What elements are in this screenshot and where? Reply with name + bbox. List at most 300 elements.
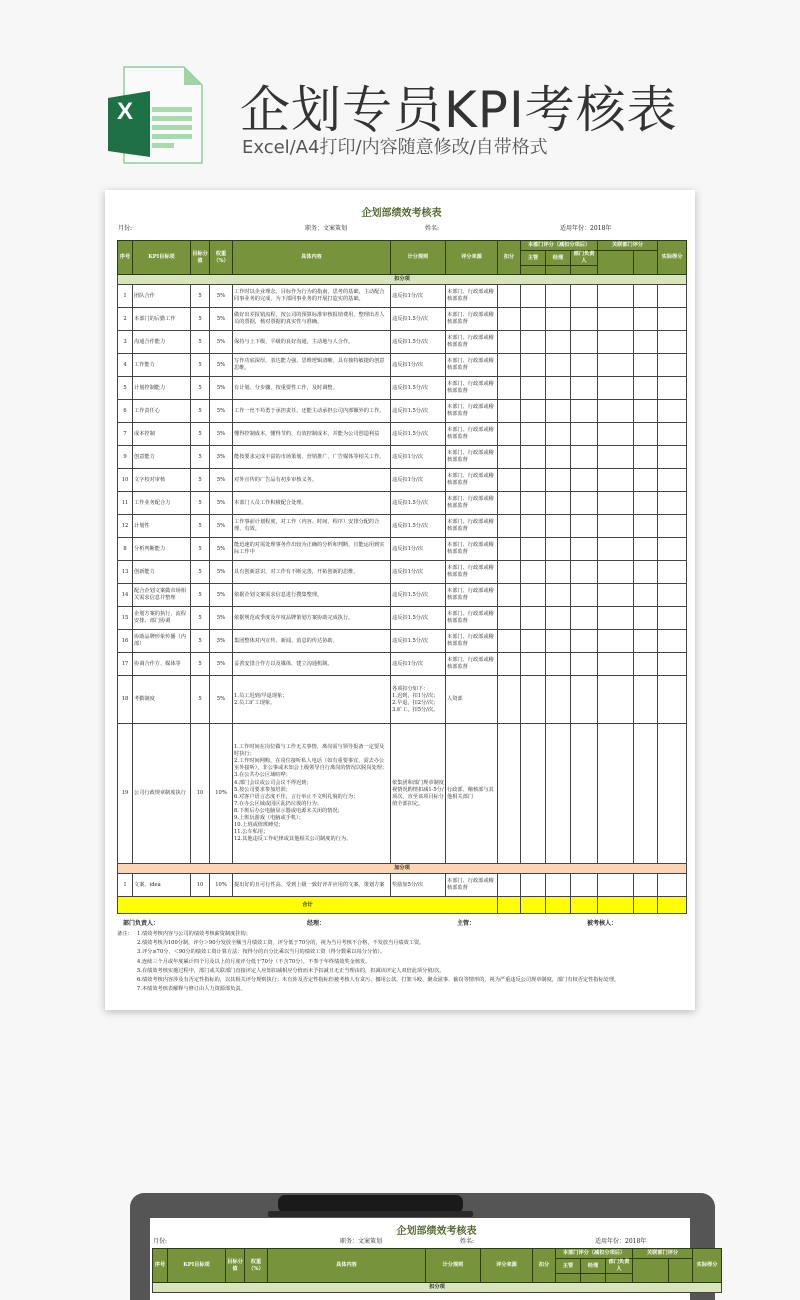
- score-input-cell[interactable]: [498, 377, 521, 400]
- score-input-cell[interactable]: [571, 561, 598, 584]
- clipboard-clamp-icon: [268, 1195, 473, 1217]
- score-input-cell[interactable]: [658, 676, 687, 724]
- cell-kpi: 沟通合作能力: [133, 331, 191, 354]
- table-row: [118, 423, 687, 446]
- score-input-cell[interactable]: [658, 377, 687, 400]
- score-input-cell[interactable]: [546, 538, 571, 561]
- note-item: 3.评分≥70分、＜90分的绩效工资计算方法：按得分的百分比乘以当月的绩效工资（得分数乘以每分分值）。: [137, 949, 386, 956]
- cell-no: 18: [118, 676, 133, 724]
- score-input-cell[interactable]: [546, 724, 571, 864]
- score-input-cell[interactable]: [571, 607, 598, 630]
- cell-weight: 5%: [210, 607, 233, 630]
- score-input-cell[interactable]: [498, 584, 521, 607]
- total-score-cell[interactable]: [521, 897, 546, 914]
- cell-kpi: 本部门的后勤工作: [133, 308, 191, 331]
- table-row: [118, 630, 687, 653]
- cell-weight: 5%: [210, 377, 233, 400]
- score-input-cell[interactable]: [598, 724, 634, 864]
- deduct-section-row: [118, 275, 687, 285]
- cell-weight: 5%: [210, 515, 233, 538]
- column-header-dept_head: 部门负责人: [571, 251, 598, 266]
- cell-target: 5: [191, 423, 210, 446]
- score-input-cell[interactable]: [598, 331, 634, 354]
- year-label: 适用年份：2018年: [560, 225, 612, 232]
- score-input-cell[interactable]: [521, 400, 546, 423]
- score-input-cell[interactable]: [498, 469, 521, 492]
- cell-rule: 违反扣1分/次: [391, 561, 446, 584]
- notes-list: [137, 930, 619, 994]
- score-input-cell[interactable]: [546, 354, 571, 377]
- cell-source: 本部门、行政部或稽核部监督: [446, 400, 498, 423]
- score-input-cell[interactable]: [571, 423, 598, 446]
- score-input-cell[interactable]: [571, 469, 598, 492]
- cell-target: 5: [191, 492, 210, 515]
- cell-source: 本部门、行政部或稽核部监督: [446, 561, 498, 584]
- score-input-cell[interactable]: [498, 538, 521, 561]
- total-score-cell[interactable]: [571, 897, 598, 914]
- note-item: 7.本绩效考核表解释与修订由人力资源部负责。: [137, 986, 246, 993]
- score-input-cell[interactable]: [546, 653, 571, 676]
- score-input-cell[interactable]: [546, 874, 571, 897]
- cell-no: 7: [118, 423, 133, 446]
- score-input-cell[interactable]: [546, 446, 571, 469]
- table-row: [118, 561, 687, 584]
- score-input-cell[interactable]: [598, 423, 634, 446]
- cell-source: 本部门、行政部或稽核部监督: [446, 469, 498, 492]
- score-input-cell[interactable]: [546, 584, 571, 607]
- score-input-cell[interactable]: [658, 423, 687, 446]
- cell-content: 提出好的且可行性高、受到上级一致好评并应用的文案、策划方案: [233, 874, 391, 897]
- score-input-cell[interactable]: [571, 331, 598, 354]
- column-header-target: 目标分值: [191, 241, 210, 275]
- cell-content: 1.员工迟到/早退现象； 2.员工旷工现象。: [233, 676, 391, 724]
- score-input-cell[interactable]: [598, 561, 634, 584]
- score-input-cell[interactable]: [521, 446, 546, 469]
- cell-source: 本部门、行政部或稽核部监督: [446, 538, 498, 561]
- cell-kpi: 企划方案的执行，流程安排、部门协调: [133, 607, 191, 630]
- cell-rule: 违反扣1.5分/次: [391, 308, 446, 331]
- score-input-cell[interactable]: [498, 354, 521, 377]
- column-header-kpi: KPI目标项: [168, 1249, 226, 1283]
- score-input-cell[interactable]: [634, 308, 658, 331]
- score-input-cell[interactable]: [658, 492, 687, 515]
- column-header-actual: 实际得分: [693, 1249, 722, 1283]
- score-input-cell[interactable]: [571, 354, 598, 377]
- cell-weight: 5%: [210, 285, 233, 308]
- kpi-table: [152, 1248, 722, 1293]
- name-label: 姓名:: [425, 225, 440, 232]
- table-row: [118, 377, 687, 400]
- table-row: [118, 492, 687, 515]
- score-input-cell[interactable]: [658, 331, 687, 354]
- score-input-cell[interactable]: [658, 469, 687, 492]
- table-row: [118, 354, 687, 377]
- score-input-cell[interactable]: [598, 515, 634, 538]
- signature-label: 经理：: [307, 920, 326, 927]
- score-input-cell[interactable]: [658, 285, 687, 308]
- bonus-section-row: [118, 864, 687, 874]
- column-header-supervisor: 主管: [521, 251, 546, 266]
- bonus-section-label: 加分项: [118, 864, 687, 874]
- deduct-section-row: [153, 1283, 722, 1293]
- score-input-cell[interactable]: [498, 492, 521, 515]
- score-input-cell[interactable]: [498, 515, 521, 538]
- cell-source: 本部门、行政部或稽核部监督: [446, 492, 498, 515]
- header-blank-cell: [581, 1274, 606, 1283]
- score-input-cell[interactable]: [634, 400, 658, 423]
- score-input-cell[interactable]: [658, 874, 687, 897]
- deduct-section-label: 扣分项: [153, 1283, 722, 1293]
- logo-letter: X: [117, 98, 134, 125]
- cell-kpi: 创新能力: [133, 561, 191, 584]
- table-row: [118, 584, 687, 607]
- deduct-section-label: 扣分项: [118, 275, 687, 285]
- score-input-cell[interactable]: [521, 492, 546, 515]
- score-input-cell[interactable]: [634, 377, 658, 400]
- score-input-cell[interactable]: [571, 285, 598, 308]
- score-input-cell[interactable]: [546, 331, 571, 354]
- table-row: [118, 400, 687, 423]
- column-header-no: 序号: [153, 1249, 168, 1283]
- score-input-cell[interactable]: [634, 653, 658, 676]
- score-input-cell[interactable]: [571, 874, 598, 897]
- column-header-actual: 实际得分: [658, 241, 687, 275]
- total-score-cell[interactable]: [598, 897, 634, 914]
- score-input-cell[interactable]: [598, 676, 634, 724]
- score-input-cell[interactable]: [498, 874, 521, 897]
- score-input-cell[interactable]: [521, 874, 546, 897]
- cell-source: 本部门、行政部或稽核部监督: [446, 423, 498, 446]
- cell-no: 12: [118, 515, 133, 538]
- column-header-related-1: [598, 251, 634, 275]
- score-input-cell[interactable]: [634, 515, 658, 538]
- table-row: [118, 607, 687, 630]
- total-score-cell[interactable]: [634, 897, 658, 914]
- table-header-row: [153, 1249, 722, 1259]
- score-input-cell[interactable]: [546, 607, 571, 630]
- score-input-cell[interactable]: [498, 607, 521, 630]
- cell-kpi: 文字校对审核: [133, 469, 191, 492]
- note-item: 5.在绩效考核实施过程中，部门或关联部门直接评定人应知扣减相应分值而未予扣减且无正当理由的，扣减该评定人双倍此项分值/次。: [137, 967, 445, 974]
- score-input-cell[interactable]: [571, 653, 598, 676]
- total-score-cell[interactable]: [658, 897, 687, 914]
- cell-source: 本部门、行政部或稽核部监督: [446, 874, 498, 897]
- score-input-cell[interactable]: [546, 561, 571, 584]
- score-input-cell[interactable]: [546, 630, 571, 653]
- score-input-cell[interactable]: [658, 653, 687, 676]
- score-input-cell[interactable]: [521, 607, 546, 630]
- score-input-cell[interactable]: [634, 724, 658, 864]
- cell-content: 保持与上下级、平级的良好沟通，主动地与人合作。: [233, 331, 391, 354]
- score-input-cell[interactable]: [521, 561, 546, 584]
- cell-source: 本部门、行政部或稽核部监督: [446, 584, 498, 607]
- score-input-cell[interactable]: [571, 377, 598, 400]
- column-header-manager: 经理: [581, 1259, 606, 1274]
- cell-kpi: 成本控制: [133, 423, 191, 446]
- column-header-content: 具体内容: [268, 1249, 426, 1283]
- score-input-cell[interactable]: [634, 354, 658, 377]
- score-input-cell[interactable]: [571, 630, 598, 653]
- score-input-cell[interactable]: [571, 492, 598, 515]
- cell-source: 本部门、行政部或稽核部监督: [446, 354, 498, 377]
- cell-target: 5: [191, 377, 210, 400]
- score-input-cell[interactable]: [521, 584, 546, 607]
- cell-rule: 违反扣1.5分/次: [391, 492, 446, 515]
- signature-label: 部门负责人：: [123, 920, 160, 927]
- score-input-cell[interactable]: [546, 469, 571, 492]
- score-input-cell[interactable]: [598, 538, 634, 561]
- score-input-cell[interactable]: [658, 308, 687, 331]
- cell-source: 人资部: [446, 676, 498, 724]
- score-input-cell[interactable]: [521, 724, 546, 864]
- score-input-cell[interactable]: [598, 607, 634, 630]
- cell-weight: 5%: [210, 630, 233, 653]
- table-row: [118, 446, 687, 469]
- total-row: [118, 897, 687, 914]
- score-input-cell[interactable]: [658, 561, 687, 584]
- score-input-cell[interactable]: [546, 492, 571, 515]
- column-header-no: 序号: [118, 241, 133, 275]
- score-input-cell[interactable]: [658, 724, 687, 864]
- cell-rule: 违反扣1.5分/次: [391, 331, 446, 354]
- score-input-cell[interactable]: [571, 446, 598, 469]
- score-input-cell[interactable]: [634, 285, 658, 308]
- score-input-cell[interactable]: [598, 354, 634, 377]
- column-header-weight: 权重（%）: [210, 241, 233, 275]
- score-input-cell[interactable]: [658, 515, 687, 538]
- score-input-cell[interactable]: [634, 561, 658, 584]
- score-input-cell[interactable]: [546, 423, 571, 446]
- score-input-cell[interactable]: [658, 538, 687, 561]
- score-input-cell[interactable]: [571, 584, 598, 607]
- score-input-cell[interactable]: [571, 676, 598, 724]
- score-input-cell[interactable]: [634, 676, 658, 724]
- score-input-cell[interactable]: [598, 377, 634, 400]
- score-input-cell[interactable]: [498, 561, 521, 584]
- cell-content: 具有创新意识，对工作有不断完善，开拓创新的思维。: [233, 561, 391, 584]
- score-input-cell[interactable]: [498, 446, 521, 469]
- score-input-cell[interactable]: [498, 630, 521, 653]
- cell-kpi: 协助品牌形象传播（内部）: [133, 630, 191, 653]
- cell-rule: 违反扣1.5分/次: [391, 377, 446, 400]
- cell-rule: 违反扣1分/次: [391, 354, 446, 377]
- score-input-cell[interactable]: [634, 423, 658, 446]
- cell-no: 1: [118, 874, 133, 897]
- cell-weight: 5%: [210, 400, 233, 423]
- score-input-cell[interactable]: [571, 308, 598, 331]
- cell-kpi: 分析判断能力: [133, 538, 191, 561]
- cell-weight: 5%: [210, 354, 233, 377]
- cell-target: 5: [191, 285, 210, 308]
- header-blank-cell: [521, 266, 546, 275]
- cell-source: 本部门、行政部或稽核部监督: [446, 515, 498, 538]
- score-input-cell[interactable]: [598, 492, 634, 515]
- cell-no: 3: [118, 331, 133, 354]
- score-input-cell[interactable]: [498, 285, 521, 308]
- score-input-cell[interactable]: [498, 308, 521, 331]
- cell-weight: 5%: [210, 308, 233, 331]
- table-row: [118, 874, 687, 897]
- score-input-cell[interactable]: [598, 446, 634, 469]
- cell-content: 1.工作时间在岗位做与工作无关事情，离岗需与领导报备一定要及时执行； 2.工作时间网购、在岗位接听私人电话（如有重要事宜，需去办公室外接听），非公事或未知会上级领导自行离岗的情况以脱岗处理； 3.在公共办公区域喧哗； 4.部门会议或公司会议不得迟到； 5.按公司要求参加培训； 6.对客户语言态度不佳，言行举止不文明礼貌的行为； 7.在办公区域或园区乱扔垃圾的行为； 8.下班后办公电脑显示器或电源未关闭的情况； 9.上班玩游戏（电脑或手机）； 10.上班或值班睡觉； 11.公车私用； 12.其他违反工作纪律或其他相关公司制度的行为。: [233, 724, 391, 864]
- cell-no: 9: [118, 446, 133, 469]
- score-input-cell[interactable]: [521, 331, 546, 354]
- score-input-cell[interactable]: [498, 653, 521, 676]
- score-input-cell[interactable]: [521, 469, 546, 492]
- total-score-cell[interactable]: [546, 897, 571, 914]
- score-input-cell[interactable]: [498, 724, 521, 864]
- cell-content: 依据规范或季度及年度品牌策划方案协助完成执行。: [233, 607, 391, 630]
- cell-no: 6: [118, 400, 133, 423]
- score-input-cell[interactable]: [521, 377, 546, 400]
- score-input-cell[interactable]: [546, 377, 571, 400]
- name-label: 姓名:: [460, 1238, 475, 1245]
- score-input-cell[interactable]: [546, 285, 571, 308]
- cell-rule: 违反扣1分/次: [391, 538, 446, 561]
- sheet-title: 企划部绩效考核表: [361, 208, 442, 219]
- score-input-cell[interactable]: [658, 630, 687, 653]
- score-input-cell[interactable]: [598, 469, 634, 492]
- column-header-related-1: [633, 1259, 669, 1283]
- cell-no: 1: [118, 285, 133, 308]
- column-header-supervisor: 主管: [556, 1259, 581, 1274]
- year-label: 适用年份：2018年: [595, 1238, 647, 1245]
- score-input-cell[interactable]: [658, 446, 687, 469]
- cell-no: 17: [118, 653, 133, 676]
- table-row: [118, 653, 687, 676]
- score-input-cell[interactable]: [598, 308, 634, 331]
- cell-weight: 5%: [210, 446, 233, 469]
- score-input-cell[interactable]: [571, 724, 598, 864]
- cell-kpi: 考勤制度: [133, 676, 191, 724]
- sheet-preview: [105, 190, 695, 1010]
- score-input-cell[interactable]: [634, 446, 658, 469]
- score-input-cell[interactable]: [658, 607, 687, 630]
- cell-rule: 违反扣1.5分/次: [391, 423, 446, 446]
- cell-kpi: 计划控制能力: [133, 377, 191, 400]
- column-header-rule: 计分规则: [391, 241, 446, 275]
- score-input-cell[interactable]: [634, 607, 658, 630]
- score-input-cell[interactable]: [598, 285, 634, 308]
- score-input-cell[interactable]: [546, 400, 571, 423]
- cell-rule: 违反扣1.5分/次: [391, 630, 446, 653]
- score-input-cell[interactable]: [634, 331, 658, 354]
- score-input-cell[interactable]: [498, 400, 521, 423]
- score-input-cell[interactable]: [498, 423, 521, 446]
- score-input-cell[interactable]: [521, 676, 546, 724]
- score-input-cell[interactable]: [521, 308, 546, 331]
- column-header-related-2: [669, 1259, 693, 1283]
- score-input-cell[interactable]: [571, 538, 598, 561]
- cell-weight: 5%: [210, 561, 233, 584]
- score-input-cell[interactable]: [498, 676, 521, 724]
- header-blank-cell: [571, 266, 598, 275]
- score-input-cell[interactable]: [521, 515, 546, 538]
- column-header-dept-group: 本部门评分（减扣分项后）: [521, 241, 598, 251]
- score-input-cell[interactable]: [658, 584, 687, 607]
- total-score-cell[interactable]: [498, 897, 521, 914]
- header-blank-cell: [556, 1274, 581, 1283]
- score-input-cell[interactable]: [521, 285, 546, 308]
- table-row: [118, 469, 687, 492]
- score-input-cell[interactable]: [634, 492, 658, 515]
- cell-source: 行政部、稽核部与其他相关部门: [446, 724, 498, 864]
- notes-label: 备注：: [117, 931, 133, 937]
- score-input-cell[interactable]: [521, 354, 546, 377]
- cell-target: 5: [191, 400, 210, 423]
- cell-kpi: 工作责任心: [133, 400, 191, 423]
- cell-rule: 违反扣1.5分/次: [391, 515, 446, 538]
- score-input-cell[interactable]: [634, 469, 658, 492]
- score-input-cell[interactable]: [571, 515, 598, 538]
- score-input-cell[interactable]: [521, 630, 546, 653]
- cell-kpi: 团队合作: [133, 285, 191, 308]
- score-input-cell[interactable]: [658, 354, 687, 377]
- cell-no: 4: [118, 354, 133, 377]
- cell-kpi: 创意能力: [133, 446, 191, 469]
- score-input-cell[interactable]: [521, 653, 546, 676]
- cell-no: 2: [118, 308, 133, 331]
- score-input-cell[interactable]: [546, 515, 571, 538]
- score-input-cell[interactable]: [571, 400, 598, 423]
- score-input-cell[interactable]: [598, 400, 634, 423]
- cell-content: 集团整体对内宣传、新闻、消息的传达协助。: [233, 630, 391, 653]
- cell-source: 本部门、行政部或稽核部监督: [446, 653, 498, 676]
- cell-no: 5: [118, 377, 133, 400]
- table-row: [118, 285, 687, 308]
- cell-weight: 5%: [210, 492, 233, 515]
- score-input-cell[interactable]: [598, 874, 634, 897]
- score-input-cell[interactable]: [598, 653, 634, 676]
- score-input-cell[interactable]: [634, 630, 658, 653]
- cell-target: 5: [191, 446, 210, 469]
- score-input-cell[interactable]: [634, 584, 658, 607]
- score-input-cell[interactable]: [498, 331, 521, 354]
- score-input-cell[interactable]: [634, 874, 658, 897]
- cell-kpi: 公司行政规章制度执行: [133, 724, 191, 864]
- month-label: 月份:: [118, 225, 133, 232]
- kpi-table: [117, 240, 687, 914]
- position-label: 职务：文案策划: [340, 1238, 383, 1245]
- cell-weight: 5%: [210, 676, 233, 724]
- signature-label: 被考核人：: [587, 920, 618, 927]
- table-row: [118, 308, 687, 331]
- cell-no: 10: [118, 469, 133, 492]
- table-row: [118, 538, 687, 561]
- cell-target: 5: [191, 538, 210, 561]
- cell-no: 11: [118, 492, 133, 515]
- cell-source: 本部门、行政部或稽核部监督: [446, 607, 498, 630]
- score-input-cell[interactable]: [598, 584, 634, 607]
- cell-target: 5: [191, 354, 210, 377]
- cell-content: 妥善安排合作方以及媒体，建立沟通机制。: [233, 653, 391, 676]
- signature-label: 主管：: [457, 920, 476, 927]
- score-input-cell[interactable]: [521, 538, 546, 561]
- column-header-kpi: KPI目标项: [133, 241, 191, 275]
- score-input-cell[interactable]: [598, 630, 634, 653]
- column-header-related-2: [634, 251, 658, 275]
- score-input-cell[interactable]: [634, 538, 658, 561]
- score-input-cell[interactable]: [658, 400, 687, 423]
- cell-target: 10: [191, 724, 210, 864]
- header-blank-cell: [546, 266, 571, 275]
- score-input-cell[interactable]: [521, 423, 546, 446]
- column-header-dept_head: 部门负责人: [606, 1259, 633, 1274]
- score-input-cell[interactable]: [546, 308, 571, 331]
- score-input-cell[interactable]: [546, 676, 571, 724]
- cell-content: 能迅速的对需处理事务作出较为正确的分析和判断，且能运用到实际工作中: [233, 538, 391, 561]
- cell-content: 工作一丝不苟勇于承担责任，还能主动承担公司内部额外的工作。: [233, 400, 391, 423]
